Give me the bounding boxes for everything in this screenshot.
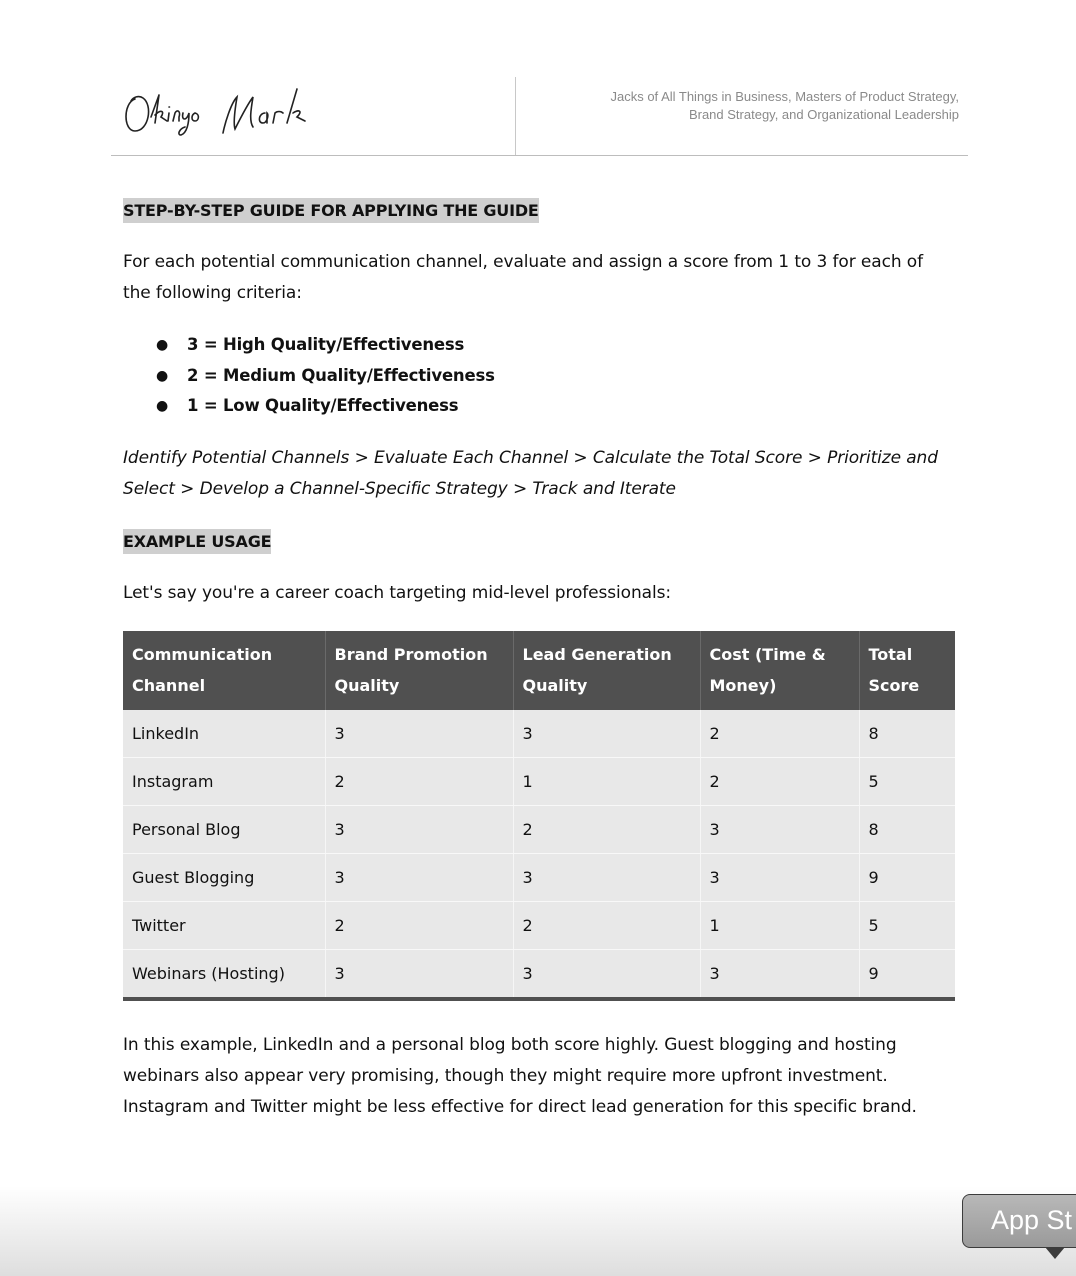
- column-header: Total Score: [859, 631, 955, 710]
- table-cell: 1: [700, 902, 859, 950]
- table-cell: 3: [700, 854, 859, 902]
- table-cell: 2: [700, 710, 859, 758]
- table-cell: 3: [325, 950, 513, 998]
- table-row: [123, 950, 955, 998]
- table-cell: 3: [513, 854, 700, 902]
- table-cell: 2: [325, 902, 513, 950]
- table-row: [123, 902, 955, 950]
- table-cell: 2: [513, 806, 700, 854]
- header-divider: [515, 77, 516, 155]
- signature-image: [121, 83, 321, 143]
- column-header: Brand Promotion Quality: [325, 631, 513, 710]
- table-bottom-border: [123, 997, 955, 1001]
- tagline-line-2: Brand Strategy, and Organizational Leadership: [688, 107, 959, 122]
- section-heading-example: EXAMPLE USAGE: [123, 529, 271, 554]
- table-cell: 3: [700, 950, 859, 998]
- criteria-item: [123, 361, 495, 392]
- guide-intro-paragraph: For each potential communication channel, evaluate and assign a score from 1 to 3 for each of the following criteria:: [123, 252, 923, 303]
- table-cell: Twitter: [123, 902, 325, 950]
- tooltip-label: App St: [991, 1205, 1073, 1235]
- table-row: [123, 854, 955, 902]
- conclusion-paragraph: In this example, LinkedIn and a personal blog both score highly. Guest blogging and hosting webinars also appear very promising, though they might require more upfront investment. Instagram and Twitter might be less effective for direct lead generation for this specific brand.: [123, 1035, 917, 1117]
- table-cell: 9: [859, 854, 955, 902]
- table-row: [123, 710, 955, 758]
- header-tagline: [539, 88, 959, 124]
- channel-scoring-table: [123, 631, 955, 1001]
- table-cell: Webinars (Hosting): [123, 950, 325, 998]
- column-header: Communication Channel: [123, 631, 325, 710]
- table-cell: Instagram: [123, 758, 325, 806]
- signature-logo: [121, 83, 321, 147]
- table-cell: 5: [859, 758, 955, 806]
- column-header: Cost (Time & Money): [700, 631, 859, 710]
- table-cell: LinkedIn: [123, 710, 325, 758]
- criteria-item: [123, 391, 495, 422]
- criteria-label: 2 = Medium Quality/Effectiveness: [187, 365, 495, 385]
- table-header-row: [123, 631, 955, 710]
- criteria-label: 3 = High Quality/Effectiveness: [187, 335, 465, 354]
- table-cell: 5: [859, 902, 955, 950]
- bullet-icon: ●: [156, 337, 169, 353]
- section-heading-guide: STEP-BY-STEP GUIDE FOR APPLYING THE GUIDE: [123, 198, 539, 223]
- page-header: [111, 77, 968, 156]
- bullet-icon: ●: [156, 367, 169, 384]
- steps-paragraph: Identify Potential Channels > Evaluate Each Channel > Calculate the Total Score > Prioritize and Select > Develop a Channel-Specific Strategy > Track and Iterate: [123, 448, 938, 499]
- table-cell: 2: [325, 758, 513, 806]
- bottom-fade: [0, 1186, 1076, 1276]
- app-store-tooltip[interactable]: [962, 1194, 1076, 1248]
- table-cell: 3: [513, 950, 700, 998]
- table-cell: 1: [513, 758, 700, 806]
- table-cell: Guest Blogging: [123, 854, 325, 902]
- criteria-item: [123, 330, 495, 361]
- table-cell: Personal Blog: [123, 806, 325, 854]
- tooltip-tail: [1045, 1247, 1065, 1259]
- table-cell: 2: [513, 902, 700, 950]
- table-row: [123, 806, 955, 854]
- table-cell: 3: [700, 806, 859, 854]
- table-cell: 3: [325, 806, 513, 854]
- table-cell: 3: [325, 710, 513, 758]
- table-row: [123, 758, 955, 806]
- bullet-icon: ●: [156, 398, 169, 414]
- example-intro-paragraph: Let's say you're a career coach targeting mid-level professionals:: [123, 583, 671, 603]
- table-cell: 8: [859, 710, 955, 758]
- table-cell: 3: [325, 854, 513, 902]
- table-cell: 9: [859, 950, 955, 998]
- column-header: Lead Generation Quality: [513, 631, 700, 710]
- table-cell: 8: [859, 806, 955, 854]
- table-cell: 2: [700, 758, 859, 806]
- criteria-list: [123, 330, 495, 422]
- criteria-label: 1 = Low Quality/Effectiveness: [187, 396, 459, 415]
- tagline-line-1: Jacks of All Things in Business, Masters of Product Strategy,: [610, 89, 959, 104]
- table-cell: 3: [513, 710, 700, 758]
